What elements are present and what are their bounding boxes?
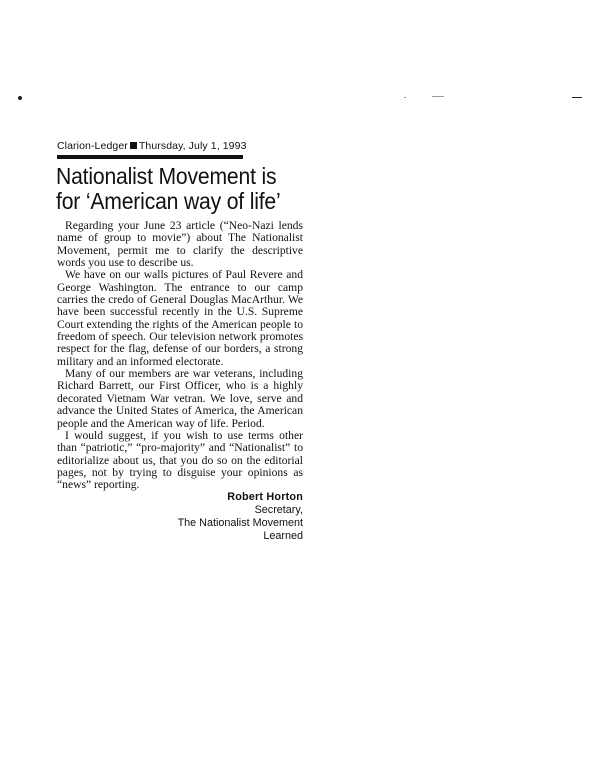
newspaper-name: Clarion-Ledger bbox=[57, 140, 128, 152]
dateline bbox=[57, 139, 303, 153]
header-rule bbox=[57, 155, 243, 159]
headline-line-1: Nationalist Movement is bbox=[56, 163, 277, 189]
headline-line-2: for ‘American way of life’ bbox=[56, 188, 281, 214]
letter-body bbox=[57, 220, 303, 492]
publication-date: Thursday, July 1, 1993 bbox=[138, 140, 247, 152]
paragraph: Many of our members are war veterans, including Richard Barrett, our First Officer, who is a highly decorated Vietnam War vetran. We love, serve and advance the United States of America, the American people and the American way of life. Period. bbox=[57, 367, 303, 430]
scan-speck bbox=[18, 96, 22, 100]
author-name: Robert Horton bbox=[227, 490, 303, 503]
author-title: Secretary, bbox=[254, 503, 303, 516]
signature-block bbox=[57, 491, 303, 543]
newspaper-clipping bbox=[57, 139, 303, 543]
paragraph: Regarding your June 23 article (“Neo-Nazi lends name of group to movie”) about The Nationalist Movement, permit me to clarify the descriptive words you use to describe us. bbox=[57, 219, 303, 270]
paragraph: We have on our walls pictures of Paul Revere and George Washington. The entrance to our camp carries the credo of General Douglas MacArthur. We have been successful recently in the U.S. Supreme Court extending the rights of the American people to freedom of speech. Our television network promotes respect for the flag, defense of our borders, a strong military and an informed electorate. bbox=[57, 268, 303, 368]
bullet-square-icon bbox=[130, 142, 137, 149]
headline bbox=[56, 164, 283, 214]
scan-speck bbox=[404, 97, 406, 98]
scan-speck bbox=[432, 96, 444, 97]
scan-speck bbox=[572, 97, 582, 98]
author-organization: The Nationalist Movement bbox=[177, 516, 303, 529]
paragraph: I would suggest, if you wish to use terms other than “patriotic,” “pro-majority” and “Nationalist” to editorialize about us, that you do so on the editorial pages, not by trying to disguise your opinions as “news” reporting. bbox=[57, 428, 303, 492]
author-location: Learned bbox=[263, 529, 303, 542]
